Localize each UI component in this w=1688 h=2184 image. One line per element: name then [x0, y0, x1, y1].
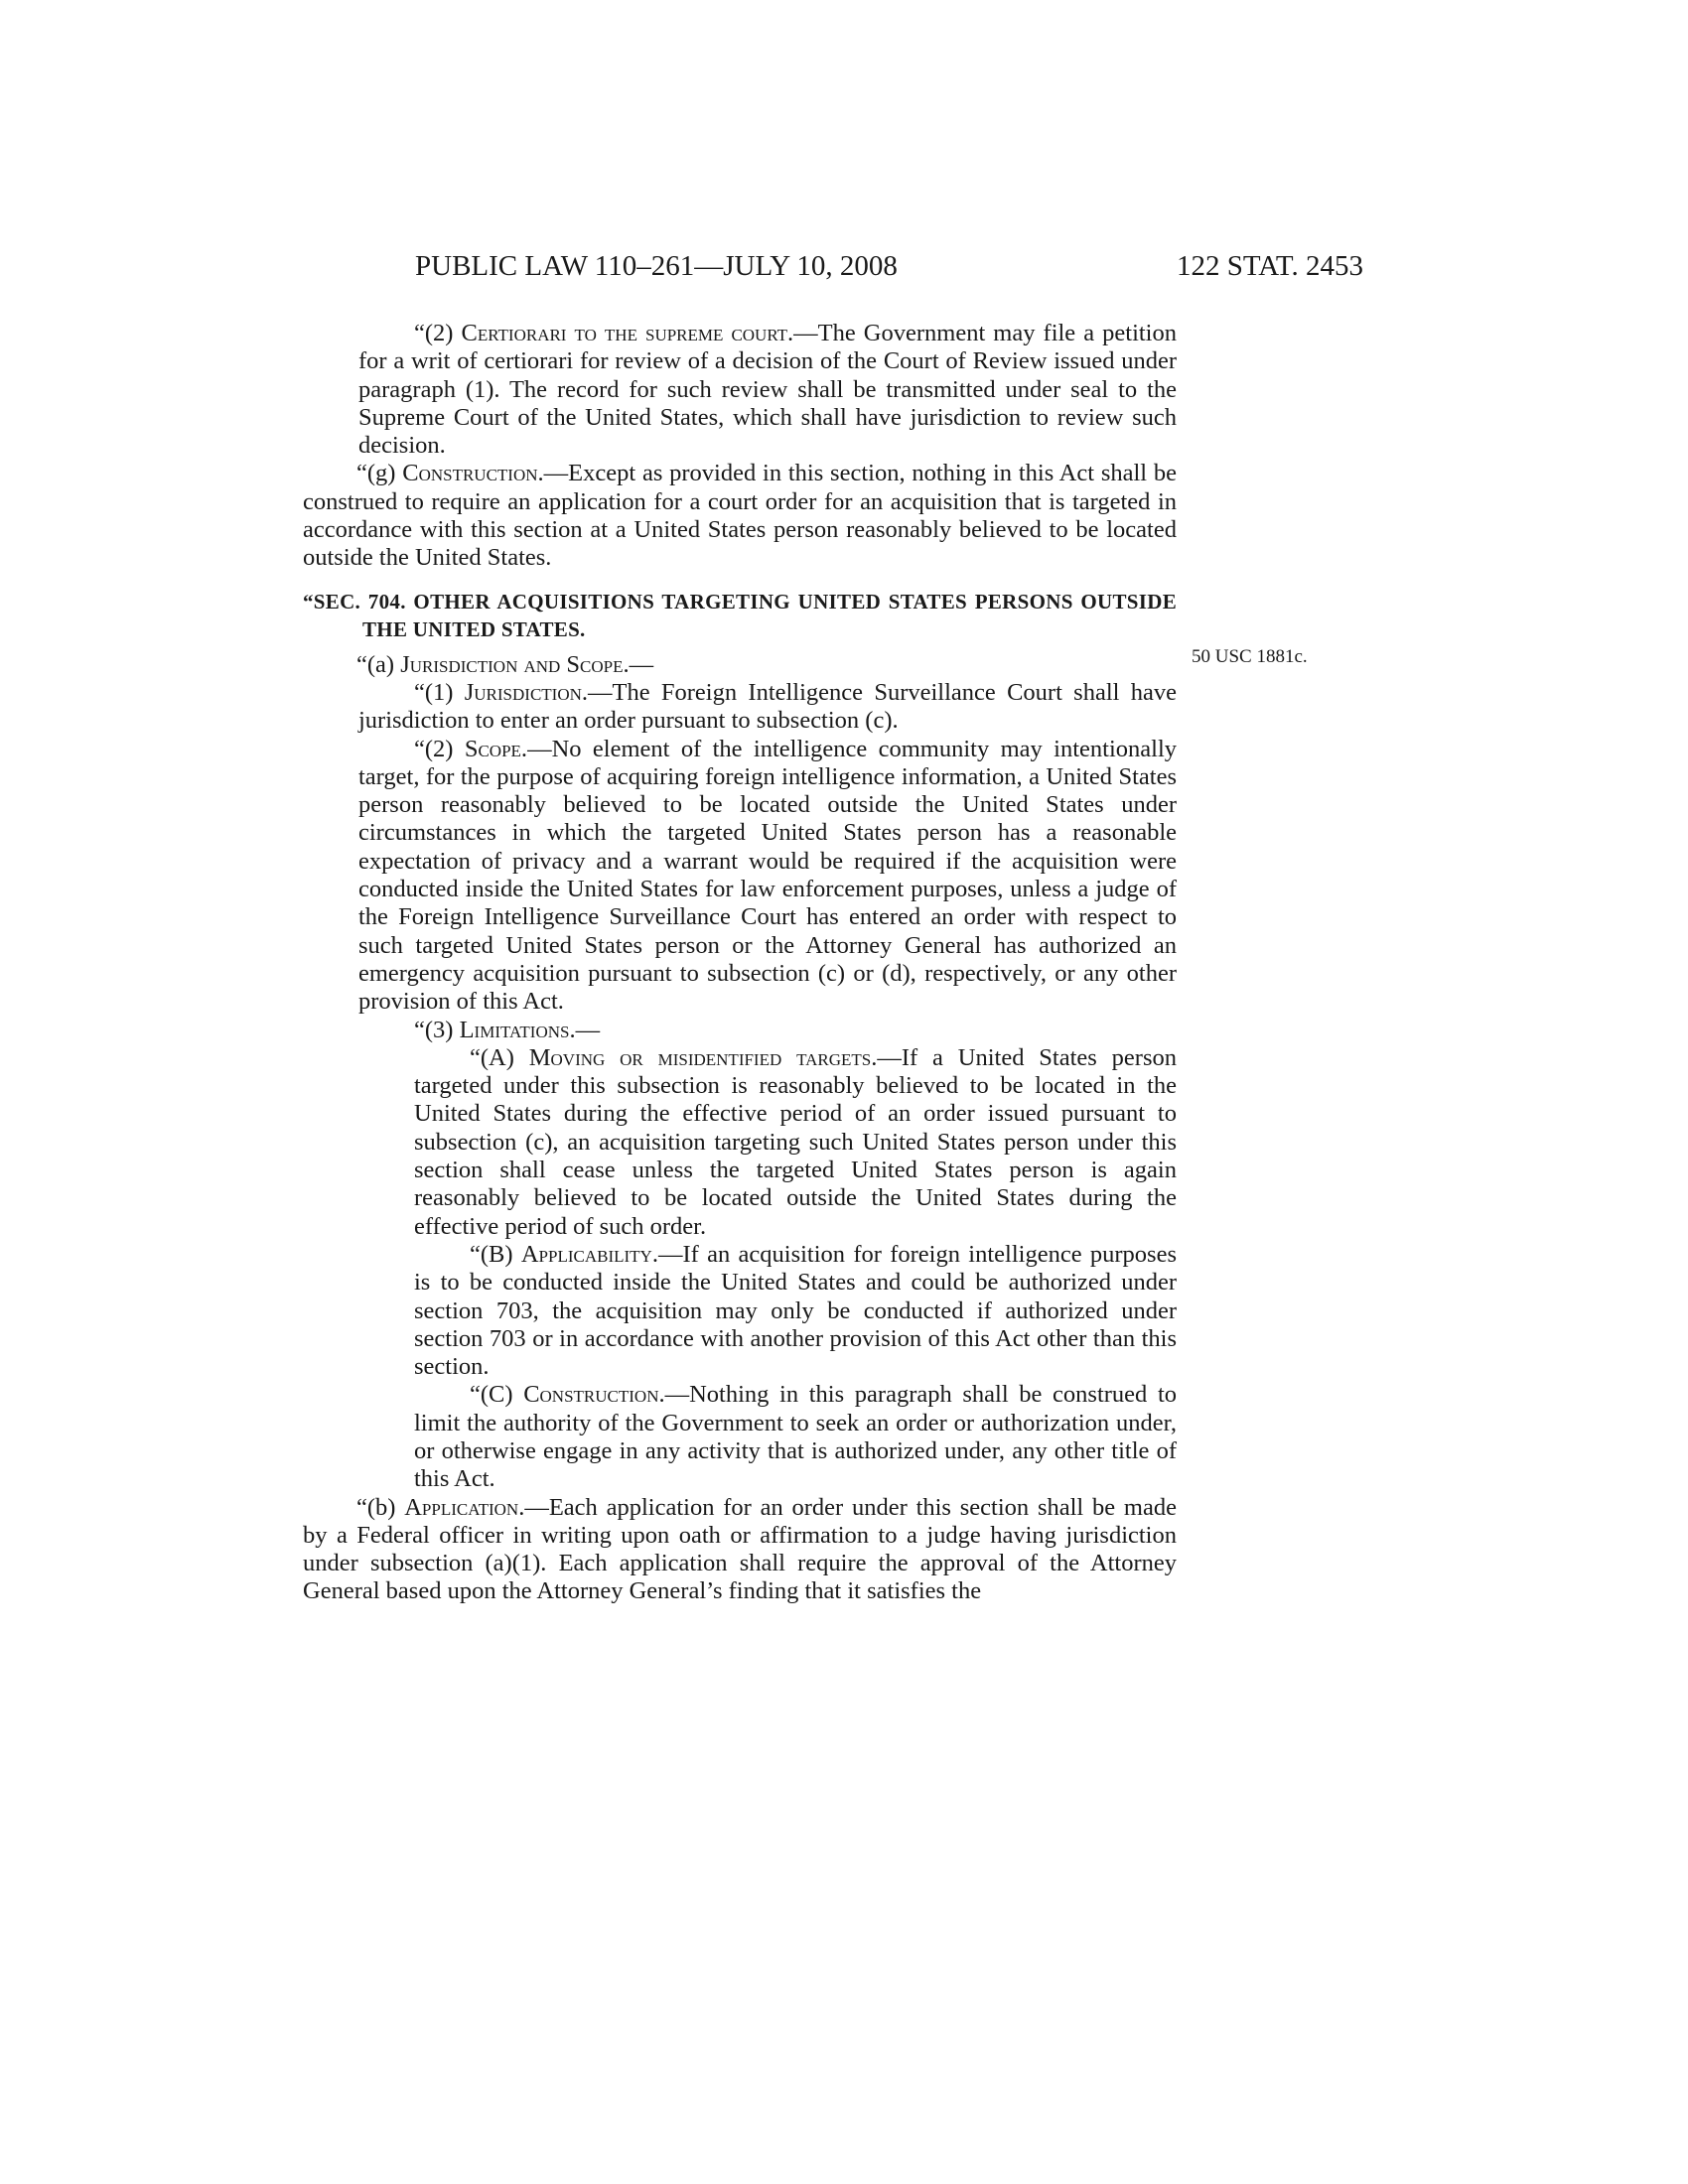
paragraph-jurisdiction-scope: “(a) Jurisdiction and Scope.— — [356, 650, 654, 678]
paragraph-application: “(b) Application.—Each application for an order under this section shall be made by a Federal officer in writing upon oath or affirmation to a judge having jurisdiction under subsection (a)(1). Each application shall require the approval of the Attorney General based upon the Attorney General’s finding that it satisfies the — [303, 1493, 1177, 1605]
paragraph-construction-c: “(C) Construction.—Nothing in this paragraph shall be construed to limit the authority of the Government to seek an order or authorization under, or otherwise engage in any activity that is authorized under, any other title of this Act. — [414, 1381, 1177, 1493]
paragraph-heading: Construction. — [402, 460, 544, 487]
paragraph-construction-g: “(g) Construction.—Except as provided in this section, nothing in this Act shall be construed to require an application for a court order for an acquisition that is targeted in accordance with this section at a United States person reasonably believed to be located outside the United States. — [303, 460, 1177, 572]
paragraph-heading: Jurisdiction and Scope. — [400, 650, 630, 678]
body-text — [303, 320, 1177, 1606]
header-stat-page: 122 STAT. 2453 — [1176, 250, 1363, 282]
paragraph-heading: Jurisdiction. — [464, 678, 589, 706]
paragraph-limitations: “(3) Limitations.— — [414, 1016, 601, 1043]
paragraph-applicability: “(B) Applicability.—If an acquisition for foreign intelligence purposes is to be conducted inside the United States and could be authorized under section 703, the acquisition may only be conducted if authorized under section 703 or in accordance with another provision of this Act other than this section. — [414, 1240, 1177, 1381]
paragraph-heading: Moving or misidentified targets. — [528, 1043, 878, 1071]
paragraph-heading: Limitations. — [459, 1016, 576, 1043]
paragraph-heading: Construction. — [523, 1381, 665, 1409]
margin-citation: 50 USC 1881c. — [1192, 646, 1308, 667]
paragraph-scope: “(2) Scope.—No element of the intelligence community may intentionally target, for the purpose of acquiring foreign intelligence information, a United States person reasonably believed to be located outside the United States under circumstances in which the targeted United States person has a reasonable expectation of privacy and a warrant would be required if the acquisition were conducted inside the United States for law enforcement purposes, unless a judge of the Foreign Intelligence Surveillance Court has entered an order with respect to such targeted United States person or the Attorney General has authorized an emergency acquisition pursuant to subsection (c) or (d), respectively, or any other provision of this Act. — [358, 735, 1178, 1016]
paragraph-moving-targets: “(A) Moving or misidentified targets.—If a United States person targeted under this subsection is reasonably believed to be located in the United States during the effective period of an order issued pursuant to subsection (c), an acquisition targeting such United States person under this section shall cease unless the targeted United States person is again reasonably believed to be located outside the United States during the effective period of such order. — [414, 1043, 1177, 1240]
paragraph-heading: Certiorari to the supreme court. — [461, 320, 794, 346]
paragraph-jurisdiction: “(1) Jurisdiction.—The Foreign Intelligence Surveillance Court shall have jurisdiction to enter an order pursuant to subsection (c). — [358, 678, 1177, 735]
paragraph-heading: Application. — [404, 1493, 525, 1521]
paragraph-certiorari: “(2) Certiorari to the supreme court.—The Government may file a petition for a writ of certiorari for review of a decision of the Court of Review issued under paragraph (1). The record for such review shall be transmitted under seal to the Supreme Court of the United States, which shall have jurisdiction to review such decision. — [358, 320, 1177, 460]
paragraph-heading: Scope. — [464, 735, 528, 762]
header-title: PUBLIC LAW 110–261—JULY 10, 2008 — [415, 250, 898, 282]
paragraph-heading: Applicability. — [520, 1240, 658, 1268]
running-header — [415, 248, 1363, 284]
section-heading: “SEC. 704. OTHER ACQUISITIONS TARGETING UNITED STATES PERSONS OUTSIDE THE UNITED STATES. — [303, 589, 1177, 641]
